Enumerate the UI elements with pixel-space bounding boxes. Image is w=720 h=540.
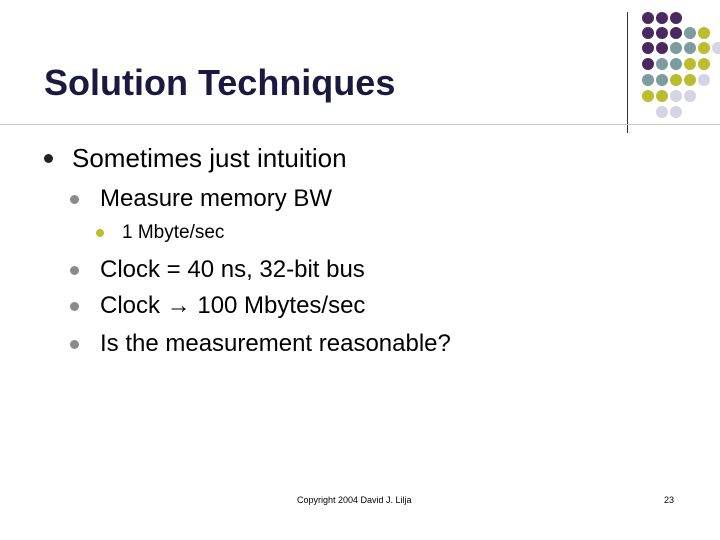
decorative-dot (698, 58, 710, 70)
decorative-dot (684, 27, 696, 39)
decorative-dot (656, 42, 668, 54)
decorative-dot (656, 74, 668, 86)
bullet-text: Clock → 100 Mbytes/sec (100, 292, 366, 319)
bullet-item-level2 (70, 256, 365, 284)
bullet-text: Sometimes just intuition (72, 143, 347, 173)
bullet-text: Clock = 40 ns, 32-bit bus (100, 256, 365, 283)
decorative-dot (712, 42, 720, 54)
decorative-dot (656, 106, 668, 118)
bullet-dot-icon (44, 154, 53, 163)
bullet-dot-icon (70, 195, 79, 204)
bullet-item-level3 (96, 222, 224, 244)
decorative-dot (642, 42, 654, 54)
decorative-dot (642, 74, 654, 86)
decorative-dot (670, 12, 682, 24)
bullet-item-level2 (70, 292, 365, 320)
decorative-horizontal-divider (0, 124, 720, 125)
decorative-dot (698, 74, 710, 86)
slide-title: Solution Techniques (44, 62, 396, 103)
footer-copyright: Copyright 2004 David J. Lilja (297, 495, 412, 505)
decorative-dot (684, 58, 696, 70)
decorative-vertical-divider (627, 12, 628, 133)
decorative-dot (684, 42, 696, 54)
bullet-item-level2 (70, 330, 451, 358)
bullet-text: 1 Mbyte/sec (122, 222, 225, 243)
decorative-dot (670, 58, 682, 70)
decorative-dot (656, 90, 668, 102)
decorative-dot-grid (640, 12, 720, 122)
decorative-dot (670, 42, 682, 54)
decorative-dot (642, 90, 654, 102)
bullet-text: Is the measurement reasonable? (100, 330, 451, 357)
decorative-dot (656, 12, 668, 24)
decorative-dot (684, 74, 696, 86)
decorative-dot (698, 27, 710, 39)
bullet-text: Measure memory BW (100, 185, 333, 212)
bullet-item-level2 (70, 185, 332, 213)
decorative-dot (698, 42, 710, 54)
decorative-dot (670, 27, 682, 39)
decorative-dot (670, 106, 682, 118)
decorative-dot (642, 12, 654, 24)
decorative-dot (670, 74, 682, 86)
page-number: 23 (664, 495, 675, 505)
bullet-dot-icon (70, 302, 79, 311)
decorative-dot (642, 58, 654, 70)
decorative-dot (684, 90, 696, 102)
bullet-item-level1 (44, 143, 347, 174)
bullet-dot-icon (70, 266, 79, 275)
decorative-dot (656, 58, 668, 70)
decorative-dot (670, 90, 682, 102)
bullet-dot-icon (70, 340, 79, 349)
decorative-dot (642, 27, 654, 39)
bullet-dot-icon (96, 229, 104, 237)
decorative-dot (656, 27, 668, 39)
